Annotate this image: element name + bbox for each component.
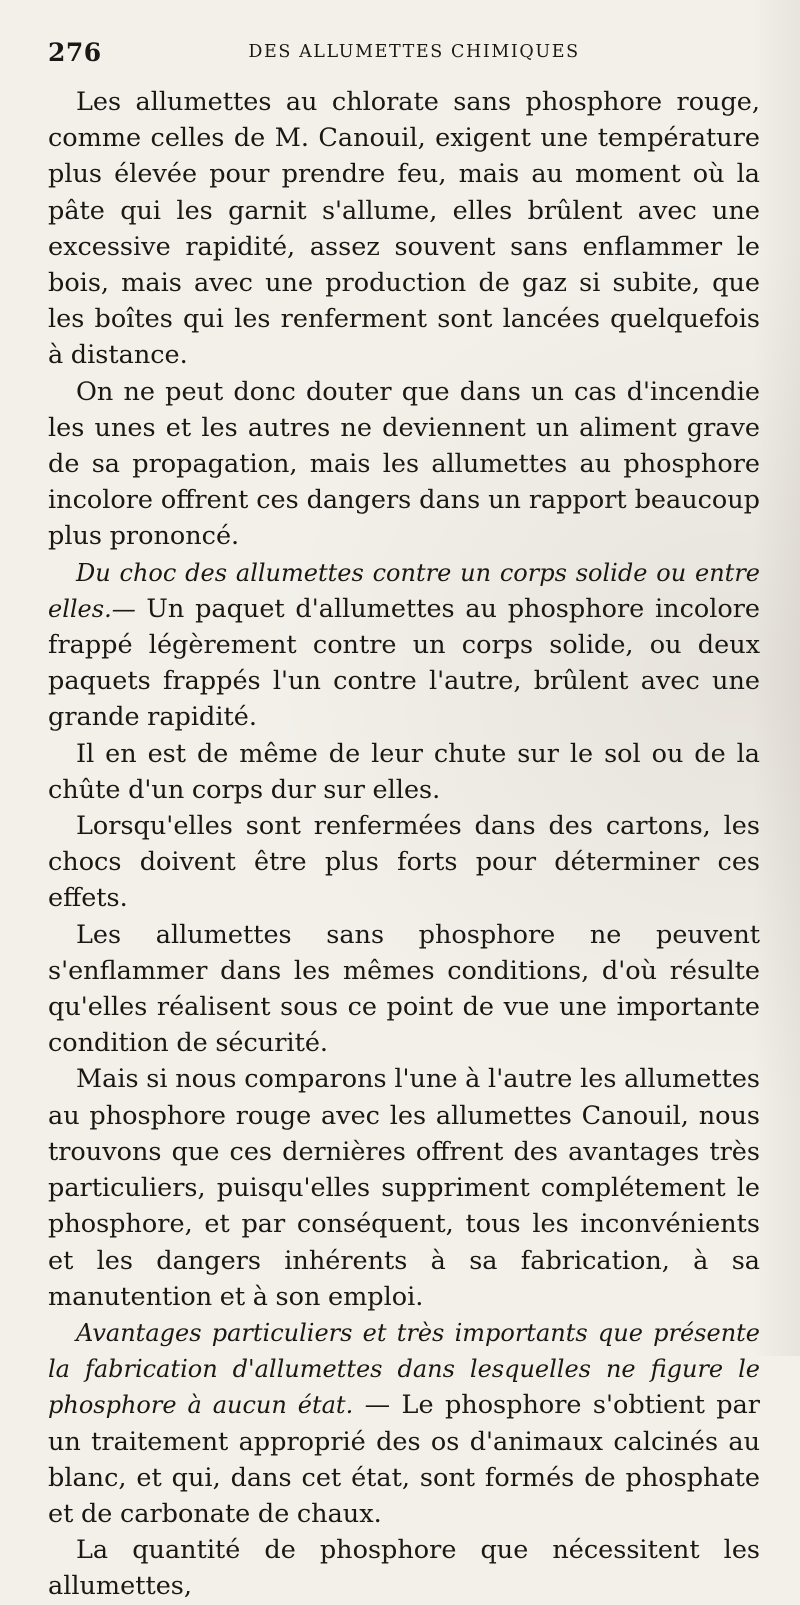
paragraph-with-heading: Avantages particuliers et très importants que présente la fabrication d'allumettes dans lesquelles ne figure le phosphore à aucun état. — Le phosphore s'obtient par un traitement approprié des os d'animaux calcinés au blanc, et qui, dans cet état, sont formés de phosphate et de carbonate de chaux. (48, 1318, 760, 1529)
paragraph: Lorsqu'elles sont renfermées dans des cartons, les chocs doivent être plus forts pour déterminer ces effets. (48, 811, 760, 914)
run-in-heading: Avantages particuliers et très importants que présente la fabrication d'allumettes dans lesquelles ne figure le phosphore à aucun état. (48, 1318, 760, 1420)
paragraph: On ne peut donc douter que dans un cas d'incendie les unes et les autres ne deviennent un aliment grave de sa propagation, mais les allumettes au phosphore incolore offrent ces dangers dans un rapport beaucoup plus prononcé. (48, 376, 760, 552)
running-title: DES ALLUMETTES CHIMIQUES (248, 42, 580, 62)
run-in-heading: Du choc des allumettes contre un corps solide ou entre elles.— (48, 558, 760, 623)
paragraph: La quantité de phosphore que nécessitent les allumettes, (48, 1535, 760, 1602)
paragraph: Les allumettes sans phosphore ne peuvent s'enflammer dans les mêmes conditions, d'où résulte qu'elles réalisent sous ce point de vue une importante condition de sécurité. (48, 919, 760, 1059)
body-text (48, 84, 760, 1605)
paragraph-with-heading: Du choc des allumettes contre un corps solide ou entre elles.— Un paquet d'allumettes au phosphore incolore frappé légèrement contre un corps solide, ou deux paquets frappés l'un contre l'autre, brûlent avec une grande rapidité. (48, 558, 760, 733)
paragraph: Les allumettes au chlorate sans phosphore rouge, comme celles de M. Canouil, exigent une température plus élevée pour prendre feu, mais au moment où la pâte qui les garnit s'allume, elles brûlent avec une excessive rapidité, assez souvent sans enflammer le bois, mais avec une production de gaz si subite, que les boîtes qui les renferment sont lancées quelquefois à distance. (48, 87, 760, 371)
page-header (48, 34, 760, 78)
paragraph: Mais si nous comparons l'une à l'autre les allumettes au phosphore rouge avec les allumettes Canouil, nous trouvons que ces dernières offrent des avantages très particuliers, puisqu'elles suppriment complétement le phosphore, et par conséquent, tous les inconvénients et les dangers inhérents à sa fabrication, à sa manutention et à son emploi. (48, 1064, 760, 1312)
page-number: 276 (48, 38, 102, 67)
paragraph: Il en est de même de leur chute sur le sol ou de la chûte d'un corps dur sur elles. (48, 738, 760, 805)
